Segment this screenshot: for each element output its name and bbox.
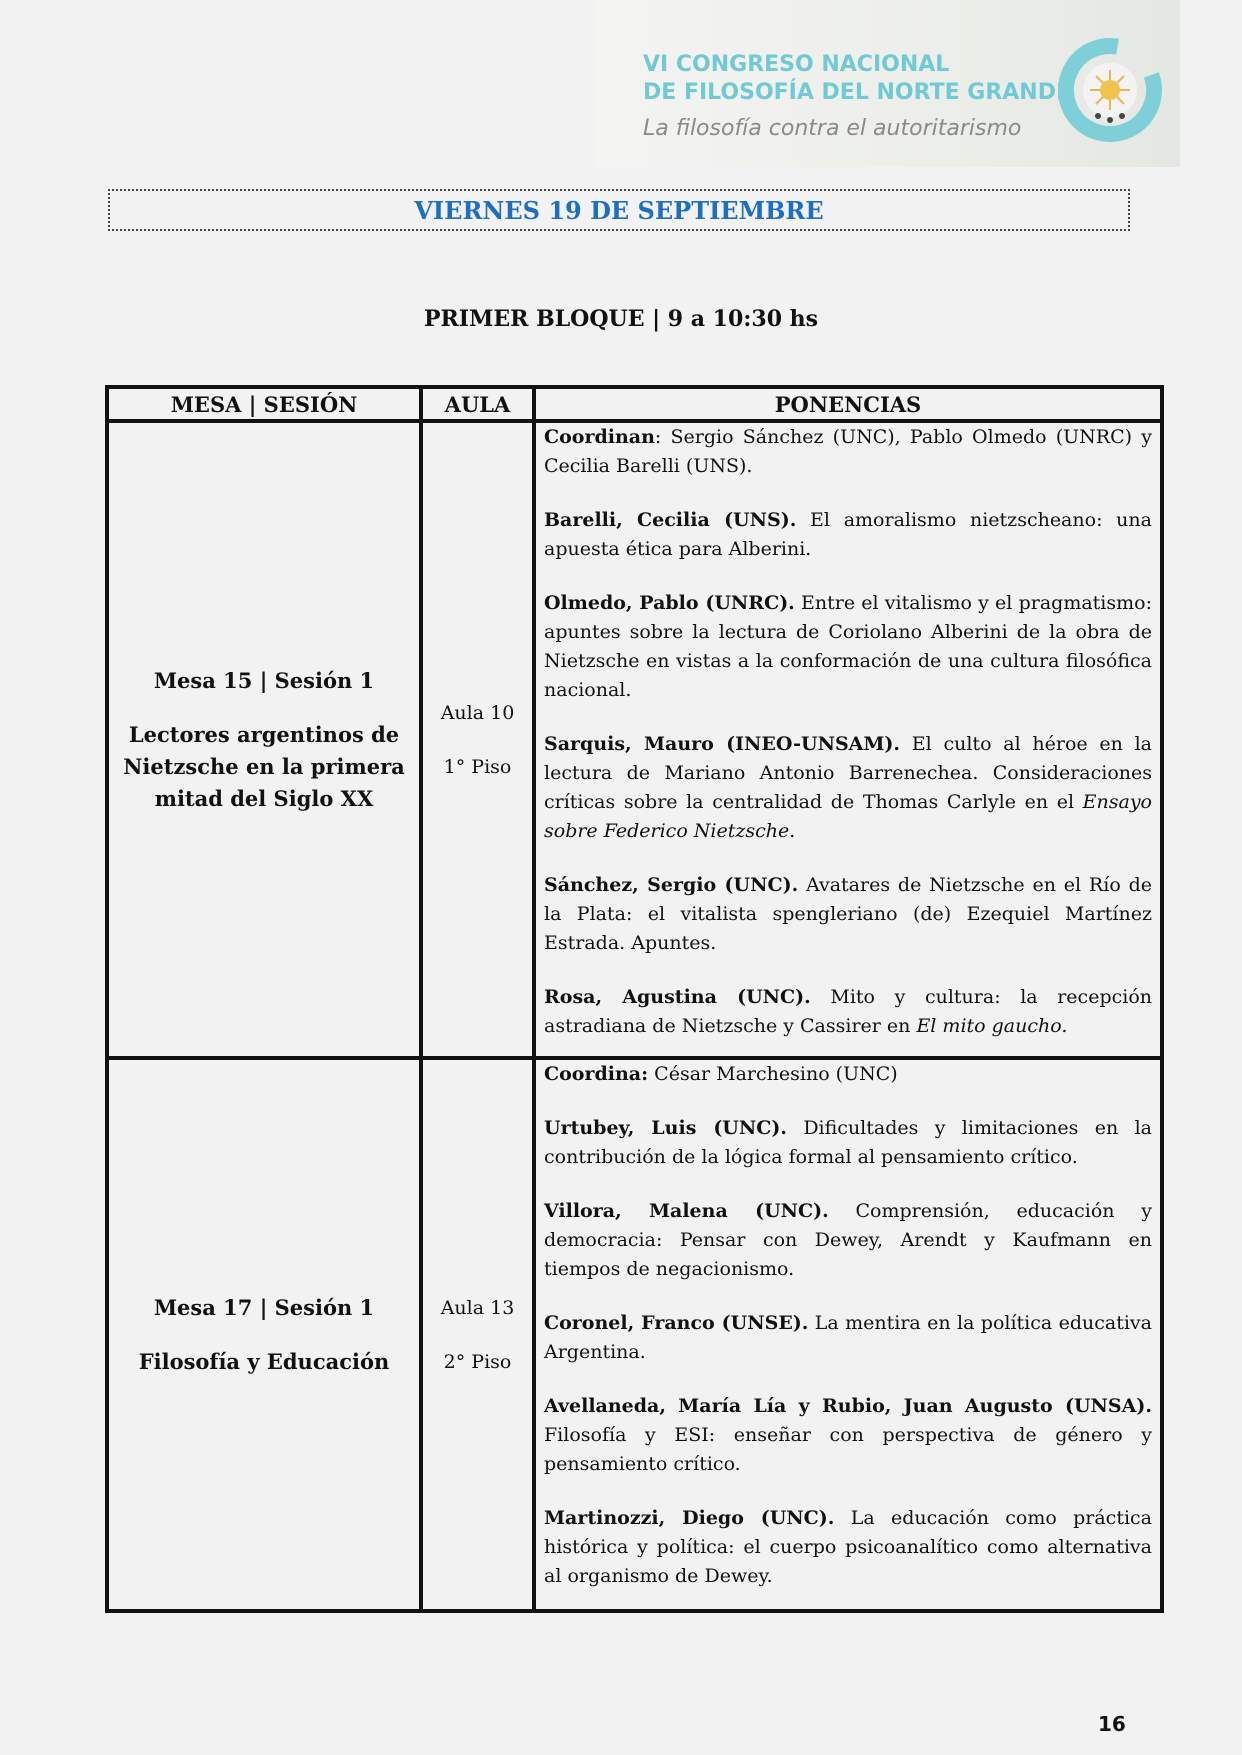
aula-cell bbox=[421, 421, 534, 1058]
congress-banner bbox=[595, 0, 1180, 167]
list-item: Avellaneda, María Lía y Rubio, Juan Augusto (UNSA). Filosofía y ESI: enseñar con perspectiva de género y pensamiento crítico. bbox=[544, 1395, 1152, 1475]
congress-tagline: La filosofía contra el autoritarismo bbox=[643, 116, 1022, 141]
mesa-topic: Filosofía y Educación bbox=[138, 1348, 390, 1374]
aula-room: Aula 13 bbox=[440, 1296, 515, 1319]
list-item: Rosa, Agustina (UNC). Mito y cultura: la recepción astradiana de Nietzsche y Cassirer en El mito gaucho. bbox=[544, 986, 1152, 1037]
congress-title-line1: VI CONGRESO NACIONAL bbox=[643, 52, 950, 77]
aula-cell bbox=[421, 1058, 534, 1611]
congress-title-line2: DE FILOSOFÍA DEL NORTE GRANDE bbox=[643, 80, 1072, 105]
sun-logo-icon bbox=[1058, 38, 1162, 142]
page-number: 16 bbox=[1098, 1712, 1126, 1736]
list-item: Coordinan: Sergio Sánchez (UNC), Pablo Olmedo (UNRC) y Cecilia Barelli (UNS). bbox=[544, 426, 1152, 477]
column-header-mesa: MESA | SESIÓN bbox=[107, 387, 421, 421]
mesa-session: Mesa 15 | Sesión 1 bbox=[153, 667, 375, 693]
schedule-table bbox=[105, 385, 1164, 1613]
list-item: Villora, Malena (UNC). Comprensión, educación y democracia: Pensar con Dewey, Arendt y Kaufmann en tiempos de negacionismo. bbox=[544, 1200, 1152, 1280]
block-title: PRIMER BLOQUE | 9 a 10:30 hs bbox=[423, 306, 819, 332]
aula-floor: 2° Piso bbox=[443, 1350, 512, 1373]
aula-floor: 1° Piso bbox=[443, 755, 512, 778]
aula-room: Aula 10 bbox=[440, 701, 515, 724]
list-item: Sánchez, Sergio (UNC). Avatares de Nietzsche en el Río de la Plata: el vitalista spengleriano (de) Ezequiel Martínez Estrada. Apuntes. bbox=[544, 874, 1152, 954]
mesa-cell bbox=[107, 1058, 421, 1611]
list-item: Coronel, Franco (UNSE). La mentira en la política educativa Argentina. bbox=[544, 1312, 1152, 1363]
day-title: VIERNES 19 DE SEPTIEMBRE bbox=[414, 195, 824, 225]
list-item: Urtubey, Luis (UNC). Dificultades y limitaciones en la contribución de la lógica formal al pensamiento crítico. bbox=[544, 1117, 1152, 1168]
table-row bbox=[107, 421, 1162, 1058]
table-row bbox=[107, 1058, 1162, 1611]
list-item: Barelli, Cecilia (UNS). El amoralismo nietzscheano: una apuesta ética para Alberini. bbox=[544, 509, 1152, 560]
list-item: Martinozzi, Diego (UNC). La educación como práctica histórica y política: el cuerpo psicoanalítico como alternativa al organismo de Dewey. bbox=[544, 1507, 1152, 1587]
column-header-ponencias: PONENCIAS bbox=[534, 387, 1162, 421]
column-header-aula: AULA bbox=[421, 387, 534, 421]
day-heading-box bbox=[108, 189, 1130, 231]
list-item: Sarquis, Mauro (INEO-UNSAM). El culto al héroe en la lectura de Mariano Antonio Barrenechea. Consideraciones críticas sobre la centralidad de Thomas Carlyle en el Ensayo sobre Federico Nietzsche. bbox=[544, 733, 1153, 842]
mesa-cell bbox=[107, 421, 421, 1058]
mesa-topic: Lectores argentinos de Nietzsche en la primera mitad del Siglo XX bbox=[123, 721, 405, 811]
ponencias-cell bbox=[534, 421, 1162, 1058]
list-item: Coordina: César Marchesino (UNC) bbox=[544, 1063, 898, 1085]
table-header-row bbox=[107, 387, 1162, 421]
mesa-session: Mesa 17 | Sesión 1 bbox=[153, 1294, 375, 1320]
ponencias-cell bbox=[534, 1058, 1162, 1611]
list-item: Olmedo, Pablo (UNRC). Entre el vitalismo y el pragmatismo: apuntes sobre la lectura de Coriolano Alberini de la obra de Nietzsche en vistas a la conformación de una cultura filosófica nacional. bbox=[544, 592, 1152, 701]
